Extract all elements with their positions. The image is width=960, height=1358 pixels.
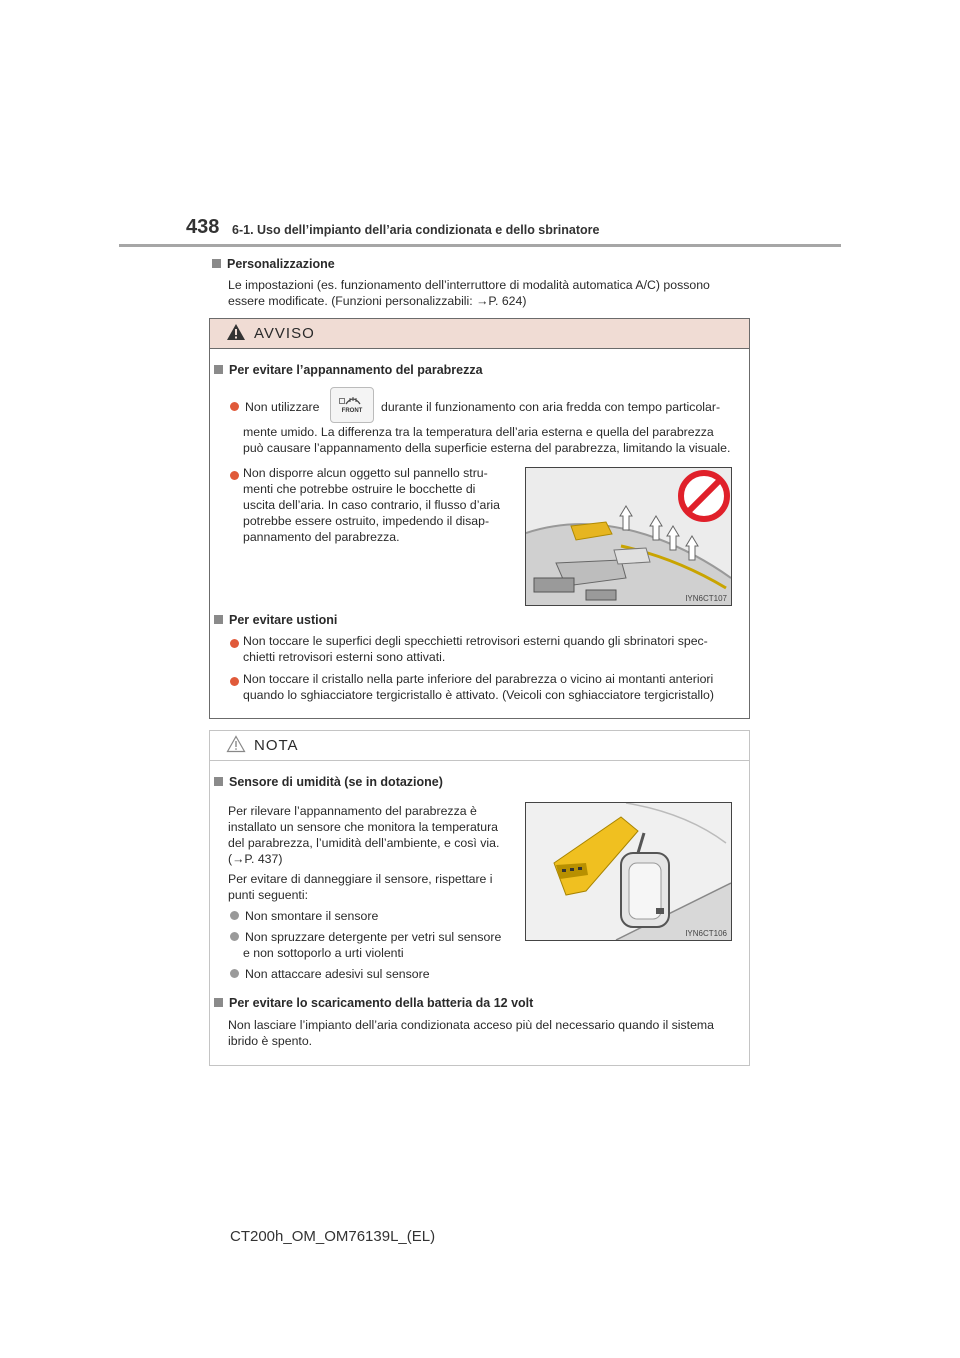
header-divider xyxy=(119,244,841,247)
avviso-bullet2-line2: menti che potrebbe ostruire le bocchette di xyxy=(243,482,476,496)
round-bullet-icon xyxy=(230,471,239,480)
round-bullet-icon xyxy=(230,969,239,978)
indicator-light-icon xyxy=(339,398,345,404)
ustioni-bullet2-line1: Non toccare il cristallo nella parte inferiore del parabrezza o vicino ai montanti anteriori xyxy=(243,672,714,686)
ustioni-bullet2-line2: quando lo sghiacciatore tergicristallo è attivato. (Veicoli con sghiacciatore tergicristallo) xyxy=(243,688,714,702)
nota-para2-line1: Per evitare di danneggiare il sensore, rispettare i xyxy=(228,872,493,886)
nota-section2-line2: ibrido è spento. xyxy=(228,1034,313,1048)
avviso-bullet1-before: Non utilizzare xyxy=(245,400,320,414)
avviso-bullet1-start xyxy=(230,399,320,415)
avviso-bullet2-line5: pannamento del parabrezza. xyxy=(243,530,400,544)
square-bullet-icon xyxy=(214,777,223,786)
round-bullet-icon xyxy=(230,402,239,411)
nota-para-line2: installato un sensore che monitora la temperatura xyxy=(228,820,498,834)
image-code-107: IYN6CT107 xyxy=(685,594,727,603)
front-defroster-button-image xyxy=(330,387,374,423)
page-number: 438 xyxy=(186,216,220,238)
section-title: 6-1. Uso dell’impianto dell’aria condizionata e dello sbrinatore xyxy=(232,223,600,237)
nota-para-line1: Per rilevare l’appannamento del parabrezza è xyxy=(228,804,477,818)
avviso-bullet1-line2: mente umido. La differenza tra la temperatura dell’aria esterna e quella del parabrezza xyxy=(243,425,714,439)
round-bullet-icon xyxy=(230,911,239,920)
nota-para-line3: del parabrezza, l’umidità dell’ambiente, e così via. xyxy=(228,836,500,850)
round-bullet-icon xyxy=(230,639,239,648)
avviso-bullet2-line1: Non disporre alcun oggetto sul pannello stru- xyxy=(243,466,488,480)
defroster-icon xyxy=(344,394,362,406)
nota-bullet3-text: Non attaccare adesivi sul sensore xyxy=(245,967,430,981)
square-bullet-icon xyxy=(212,259,221,268)
personalizzazione-heading-text: Personalizzazione xyxy=(227,257,335,271)
avviso-bullet2-line3: uscita dell’aria. In caso contrario, il flusso d’aria xyxy=(243,498,500,512)
ustioni-bullet1-line2: chietti retrovisori esterni sono attivati. xyxy=(243,650,446,664)
image-code-106: IYN6CT106 xyxy=(685,929,727,938)
nota-bullet2-line2: e non sottoporlo a urti violenti xyxy=(243,946,404,960)
nota-para-line4: (→P. 437) xyxy=(228,852,283,866)
avviso-section1-heading xyxy=(214,363,483,377)
footer-document-code: CT200h_OM_OM76139L_(EL) xyxy=(230,1228,436,1245)
avviso-section2-heading-text: Per evitare ustioni xyxy=(229,613,338,627)
avviso-title: AVVISO xyxy=(254,325,315,342)
nota-bullet1 xyxy=(230,908,378,924)
dashboard-vents-illustration xyxy=(525,467,732,606)
nota-bullet1-text: Non smontare il sensore xyxy=(245,909,379,923)
avviso-bullet1-after: durante il funzionamento con aria fredda con tempo particolar- xyxy=(381,400,721,414)
round-bullet-icon xyxy=(230,932,239,941)
personalizzazione-line-1: Le impostazioni (es. funzionamento dell’interruttore di modalità automatica A/C) possono xyxy=(228,278,710,292)
square-bullet-icon xyxy=(214,998,223,1007)
nota-bullet2-line1: Non spruzzare detergente per vetri sul sensore xyxy=(245,930,502,944)
personalizzazione-line-2: essere modificate. (Funzioni personalizzabili: →P. 624) xyxy=(228,294,527,308)
nota-title: NOTA xyxy=(254,737,299,754)
avviso-section2-heading xyxy=(214,613,337,627)
nota-section2-line1: Non lasciare l’impianto dell’aria condizionata acceso più del necessario quando il sistema xyxy=(228,1018,714,1032)
avviso-bullet1-line3: può causare l’appannamento della superficie esterna del parabrezza, limitando la visuale. xyxy=(243,441,731,455)
warning-icon xyxy=(226,323,246,341)
nota-bullet2 xyxy=(230,929,501,945)
nota-section2-heading xyxy=(214,996,533,1010)
avviso-section1-heading-text: Per evitare l’appannamento del parabrezza xyxy=(229,363,483,377)
front-button-label: FRONT xyxy=(341,408,363,414)
nota-para2-line2: punti seguenti: xyxy=(228,888,308,902)
avviso-bullet2-line4: potrebbe essere ostruito, impedendo il disap- xyxy=(243,514,490,528)
personalizzazione-heading xyxy=(212,257,335,271)
sensor-illustration-icon xyxy=(526,803,731,940)
square-bullet-icon xyxy=(214,365,223,374)
nota-section1-heading-text: Sensore di umidità (se in dotazione) xyxy=(229,775,443,789)
nota-section2-heading-text: Per evitare lo scaricamento della batteria da 12 volt xyxy=(229,996,534,1010)
nota-section1-heading xyxy=(214,775,443,789)
round-bullet-icon xyxy=(230,677,239,686)
square-bullet-icon xyxy=(214,615,223,624)
ustioni-bullet1-line1: Non toccare le superfici degli specchietti retrovisori esterni quando gli sbrinatori spec- xyxy=(243,634,708,648)
nota-bullet3 xyxy=(230,966,430,982)
humidity-sensor-illustration xyxy=(525,802,732,941)
caution-icon xyxy=(226,735,246,753)
dashboard-illustration-icon xyxy=(526,468,731,605)
